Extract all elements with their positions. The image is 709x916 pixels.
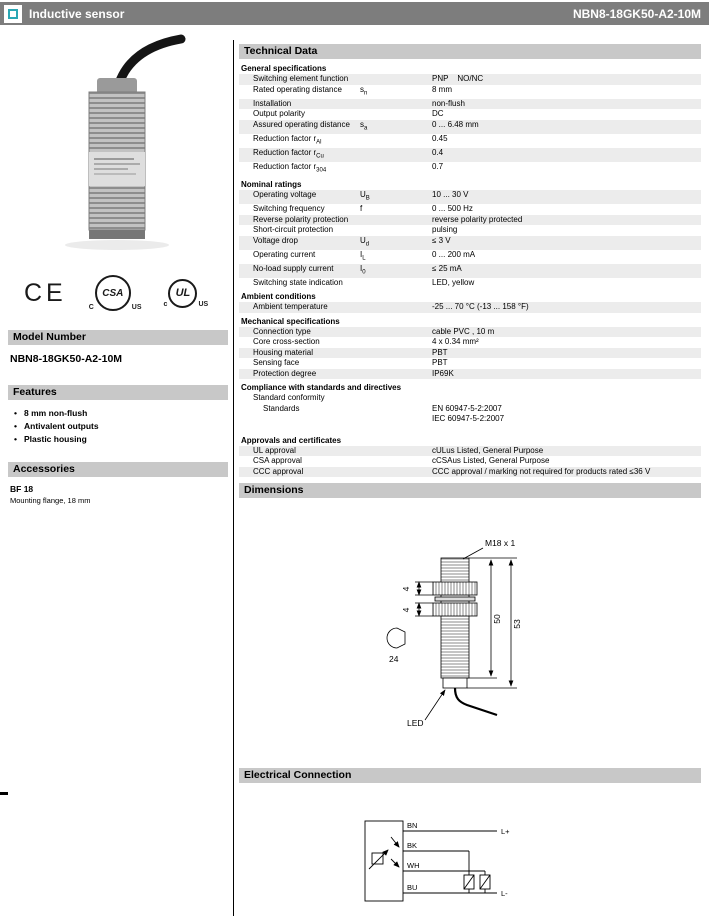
- spec-label: Operating voltage: [253, 189, 317, 199]
- technical-data-header: Technical Data: [239, 44, 701, 59]
- spec-symbol: $s_a$: [360, 119, 368, 132]
- accessory-description: Mounting flange, 18 mm: [10, 496, 91, 505]
- spec-value: LED, yellow: [432, 277, 475, 287]
- spec-value: 0 ... 500 Hz: [432, 204, 473, 214]
- column-divider: [233, 40, 234, 916]
- spec-label: Reverse polarity protection: [253, 214, 349, 224]
- wire-label-bu: BU: [407, 883, 418, 893]
- spec-group: [239, 315, 701, 380]
- nut-thickness-label: 4: [401, 586, 411, 592]
- dimensions-header: Dimensions: [239, 483, 701, 498]
- spec-row: [239, 109, 701, 120]
- spec-value: 4 x 0.34 mm²: [432, 337, 479, 347]
- wiring-diagram: [347, 809, 547, 916]
- spec-value: 10 ... 30 V: [432, 189, 469, 199]
- spec-row: [239, 393, 701, 404]
- spec-label: Ambient temperature: [253, 302, 328, 312]
- wire-label-bn: BN: [407, 821, 418, 831]
- spec-value: EN 60947-5-2:2007 IEC 60947-5-2:2007: [432, 403, 505, 424]
- spec-label: CCC approval: [253, 466, 304, 476]
- spec-label: Assured operating distance: [253, 119, 350, 129]
- spec-label: Reduction factor $r_{304}$: [253, 161, 327, 174]
- spec-row: [239, 85, 701, 99]
- spec-label: Output polarity: [253, 109, 306, 119]
- spec-label: UL approval: [253, 445, 296, 455]
- header-bar: [0, 2, 709, 25]
- spec-value: 0 ... 200 mA: [432, 249, 476, 259]
- model-number-header: Model Number: [8, 330, 228, 345]
- spec-row: [239, 467, 701, 478]
- spec-value: cable PVC , 10 m: [432, 326, 495, 336]
- spec-value: PNP NO/NC: [432, 74, 484, 83]
- spec-value: 0.4: [432, 147, 444, 157]
- spec-row: [239, 162, 701, 176]
- feature-item: • Antivalent outputs: [14, 420, 228, 433]
- supply-plus-label: L+: [501, 827, 510, 837]
- spec-row: [239, 120, 701, 134]
- spec-label: Core cross-section: [253, 337, 320, 347]
- spec-row: [239, 278, 701, 289]
- spec-row: [239, 74, 701, 85]
- spec-symbol: $I_L$: [360, 249, 366, 262]
- spec-row: [239, 215, 701, 226]
- spec-value: 0 ... 6.48 mm: [432, 119, 479, 129]
- spec-value: 0.45: [432, 133, 448, 143]
- spec-row: [239, 369, 701, 380]
- nut-thickness-label: 4: [401, 607, 411, 613]
- product-photo: [13, 32, 223, 262]
- sensor-end-cap: [443, 678, 467, 688]
- spec-group-title: Compliance with standards and directives: [241, 383, 402, 393]
- spec-label: Operating current: [253, 249, 316, 259]
- thread-size-label: M18 x 1: [485, 538, 516, 549]
- supply-minus-label: L-: [501, 889, 508, 899]
- page-fold-mark: [0, 792, 8, 795]
- total-length-label: 53: [512, 619, 522, 630]
- spec-label: Reduction factor $r_{Al}$: [253, 133, 322, 146]
- spec-label: Standard conformity: [253, 393, 325, 403]
- inductive-sensor-icon: [372, 853, 383, 864]
- spec-group-title: Nominal ratings: [241, 179, 302, 189]
- spec-value: -25 ... 70 °C (-13 ... 158 °F): [432, 302, 529, 312]
- spec-value: PBT: [432, 347, 448, 357]
- left-column: [8, 32, 228, 505]
- spec-group-title: Mechanical specifications: [241, 316, 340, 326]
- sensor-photo-drawing: [13, 32, 223, 262]
- certification-marks: [24, 270, 228, 316]
- spec-value: ≤ 25 mA: [432, 263, 462, 273]
- body-length-label: 50: [492, 614, 502, 625]
- wrench-icon: [387, 628, 405, 648]
- spec-group-title: General specifications: [241, 64, 327, 73]
- ce-mark: CE: [24, 278, 67, 307]
- spec-row: [239, 348, 701, 359]
- spec-label: Short-circuit protection: [253, 225, 334, 235]
- spec-label: Switching frequency: [253, 204, 325, 214]
- spec-value: reverse polarity protected: [432, 214, 523, 224]
- spec-row: [239, 99, 701, 110]
- hex-nut-bottom: [433, 603, 477, 616]
- spec-row: [239, 404, 701, 425]
- spec-value: pulsing: [432, 225, 458, 235]
- spec-row: [239, 337, 701, 348]
- spec-label: Rated operating distance: [253, 84, 342, 94]
- spec-label: Sensing face: [253, 358, 300, 368]
- spec-label: Installation: [253, 98, 292, 108]
- spec-symbol: $U_B$: [360, 189, 370, 202]
- sensor-thread-body: [441, 558, 469, 678]
- spec-label: Connection type: [253, 326, 311, 336]
- spec-row: [239, 225, 701, 236]
- spec-label: Housing material: [253, 347, 314, 357]
- spec-value: IP69K: [432, 368, 454, 378]
- sensor-symbol-box: [365, 821, 403, 901]
- spec-row: [239, 148, 701, 162]
- spec-symbol: $I_0$: [360, 263, 366, 276]
- spec-group-title: Approvals and certificates: [241, 435, 342, 445]
- model-number-value: NBN8-18GK50-A2-10M: [10, 353, 123, 365]
- dimension-drawing: [345, 528, 595, 748]
- feature-item: • 8 mm non-flush: [14, 407, 228, 420]
- spec-value: ≤ 3 V: [432, 235, 451, 245]
- features-list: [14, 407, 228, 446]
- spec-row: [239, 190, 701, 204]
- wire-label-wh: WH: [407, 861, 420, 871]
- spec-label: Switching element function: [253, 74, 349, 83]
- electrical-connection-header: Electrical Connection: [239, 768, 701, 783]
- spec-row: [239, 204, 701, 215]
- spec-row: [239, 456, 701, 467]
- spec-group: [239, 434, 701, 478]
- wrench-size-label: 24: [389, 654, 399, 665]
- spec-label: CSA approval: [253, 456, 302, 466]
- spec-row: [239, 358, 701, 369]
- page-title: Inductive sensor: [29, 6, 125, 21]
- spec-label: Reduction factor $r_{Cu}$: [253, 147, 324, 160]
- spec-value: DC: [432, 109, 444, 119]
- brand-sensor-icon: [4, 5, 22, 23]
- hex-nut-top: [433, 582, 477, 595]
- wiring-svg: [347, 809, 547, 916]
- spec-row: [239, 134, 701, 148]
- wire-label-bk: BK: [407, 841, 418, 851]
- technical-data-table: [239, 62, 701, 477]
- spec-value: cULus Listed, General Purpose: [432, 445, 544, 455]
- spec-row: [239, 250, 701, 264]
- led-label: LED: [407, 718, 424, 729]
- spec-row: [239, 302, 701, 313]
- spec-label: Protection degree: [253, 368, 317, 378]
- washer: [435, 597, 475, 601]
- right-column: [239, 44, 701, 916]
- spec-row: [239, 264, 701, 278]
- spec-value: PBT: [432, 358, 448, 368]
- spec-group: [239, 290, 701, 313]
- spec-group-title: Ambient conditions: [241, 292, 316, 302]
- spec-row: [239, 327, 701, 338]
- spec-label: Switching state indication: [253, 277, 343, 287]
- spec-group: [239, 178, 701, 288]
- spec-row: [239, 446, 701, 457]
- cable-line: [455, 688, 497, 715]
- spec-symbol: f: [360, 204, 363, 214]
- ul-mark: c UL US: [164, 279, 209, 308]
- spec-group: [239, 381, 701, 425]
- spec-value: 0.7: [432, 161, 444, 171]
- features-header: Features: [8, 385, 228, 400]
- spec-value: cCSAus Listed, General Purpose: [432, 456, 550, 466]
- dimension-svg: [345, 528, 595, 743]
- csa-mark: C CSA US: [89, 275, 142, 311]
- spec-value: 8 mm: [432, 84, 452, 94]
- spec-row: [239, 236, 701, 250]
- feature-item: • Plastic housing: [14, 433, 228, 446]
- spec-symbol: $s_n$: [360, 84, 368, 97]
- accessories-header: Accessories: [8, 462, 228, 477]
- spec-group: [239, 62, 701, 176]
- spec-value: non-flush: [432, 98, 465, 108]
- part-number: NBN8-18GK50-A2-10M: [572, 6, 701, 21]
- spec-label: Voltage drop: [253, 235, 298, 245]
- accessory-name: BF 18: [10, 484, 34, 494]
- spec-label: No-load supply current: [253, 263, 334, 273]
- spec-label: Standards: [263, 403, 300, 413]
- spec-value: CCC approval / marking not required for products rated ≤36 V: [432, 466, 651, 476]
- spec-symbol: $U_d$: [360, 235, 370, 248]
